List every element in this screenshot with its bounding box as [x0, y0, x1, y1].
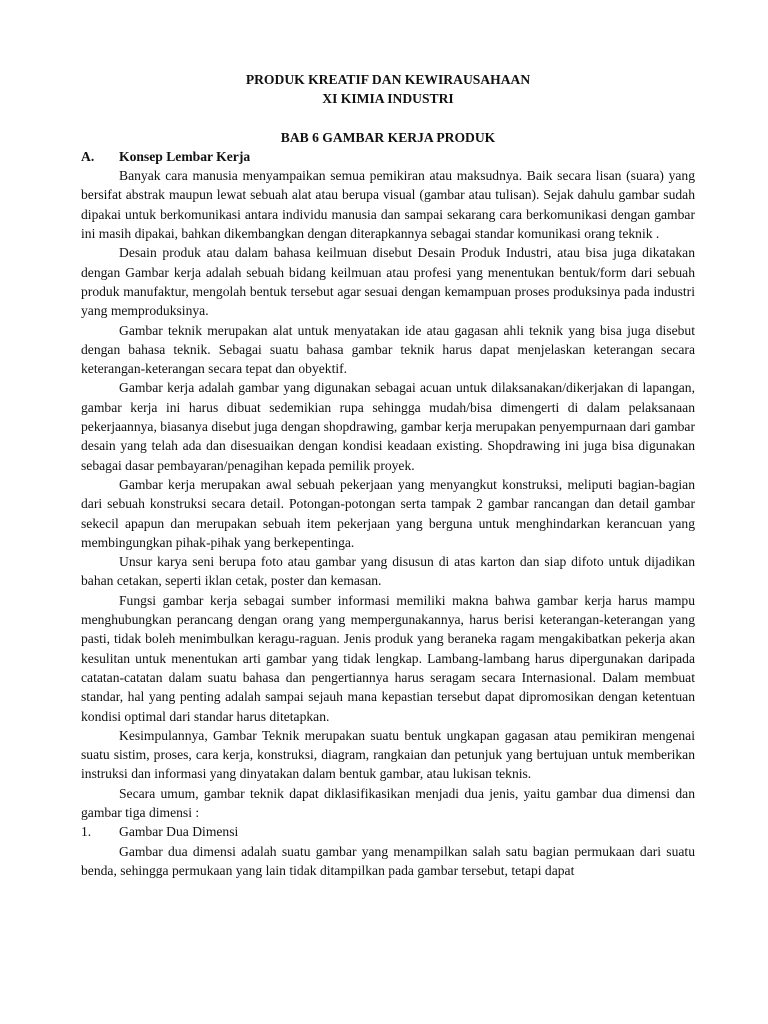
paragraph: Unsur karya seni berupa foto atau gambar yang disusun di atas karton dan siap difoto untuk dijadikan bahan cetakan, seperti iklan cetak, poster dan kemasan.	[81, 554, 695, 589]
subsection-number: 1.	[81, 824, 92, 840]
paragraph: Fungsi gambar kerja sebagai sumber informasi memiliki makna bahwa gambar kerja harus mampu menghubungkan perancang dengan orang yang mempergunakannya, harus berisi keterangan-keterangan yang pasti, tidak boleh menimbulkan keragu-raguan. Jenis produk yang beraneka ragam mengakibatkan pekerja akan kesulitan untuk menentukan arti gambar yang tidak lengkap. Lambang-lambang harus dipergunakan daripada catatan-catatan dalam suatu bahasa dan pengertiannya harus seragam secara Internasional. Dalam membuat standar, hal yang penting adalah sampai sejauh mana kepastian tersebut dapat dipromosikan dengan ketentuan kondisi optimal dari standar harus ditetapkan.	[81, 592, 695, 724]
subsection-title: Gambar Dua Dimensi	[119, 824, 239, 840]
paragraph: Kesimpulannya, Gambar Teknik merupakan suatu bentuk ungkapan gagasan atau pemikiran mengenai suatu sistim, proses, cara kerja, konstruksi, diagram, rangkaian dan petunjuk yang bertujuan untuk memberikan instruksi dan informasi yang dinyatakan dalam bentuk gambar, atau lukisan teknis.	[81, 727, 695, 782]
section-title: Konsep Lembar Kerja	[119, 148, 251, 164]
paragraph: Gambar dua dimensi adalah suatu gambar yang menampilkan salah satu bagian permukaan dari suatu benda, sehingga permukaan yang lain tidak ditampilkan pada gambar tersebut, tetapi dapat	[81, 843, 695, 878]
document-subtitle: XI KIMIA INDUSTRI	[322, 91, 454, 107]
section-number: A.	[81, 148, 95, 164]
paragraph: Gambar kerja merupakan awal sebuah pekerjaan yang menyangkut konstruksi, meliputi bagian-bagian dari sebuah konstruksi secara detail. Potongan-potongan serta tampak 2 gambar rancangan dan detail gambar sekecil apapun dan merupakan sebuah item pekerjaan yang berguna untuk menghindarkan kerancuan yang membingungkan pihak-pihak yang berkepentinga.	[81, 476, 695, 550]
section-heading-a	[81, 147, 695, 166]
document-body	[81, 70, 695, 880]
paragraph: Gambar kerja adalah gambar yang digunakan sebagai acuan untuk dilaksanakan/dikerjakan di lapangan, gambar kerja ini harus dibuat sedemikian rupa sehingga mudah/bisa dimengerti di dalam pelaksanaan pekerjaannya, biasanya disebut juga dengan shopdrawing, gambar kerja merupakan penyempurnaan dari gambar desain yang telah ada dan disesuaikan dengan kondisi keadaan existing. Shopdrawing ini juga bisa digunakan sebagai dasar pembayaran/penagihan kepada pemilik proyek.	[81, 380, 695, 473]
paragraph: Gambar teknik merupakan alat untuk menyatakan ide atau gagasan ahli teknik yang bisa juga disebut dengan bahasa teknik. Sebagai suatu bahasa gambar teknik harus dapat menjelaskan keterangan secara keterangan-keterangan secara tepat dan obyektif.	[81, 322, 695, 377]
chapter-title: BAB 6 GAMBAR KERJA PRODUK	[280, 129, 496, 145]
paragraph: Banyak cara manusia menyampaikan semua pemikiran atau maksudnya. Baik secara lisan (suara) yang bersifat abstrak maupun lewat sebuah alat atau berupa visual (gambar atau tulisan). Sejak dahulu gambar sudah dipakai untuk berkomunikasi antara individu manusia dan sampai sekarang cara berkomunikasi dengan gambar ini masih dipakai, bahkan dikembangkan dengan diterapkannya sebagai standar komunikasi orang teknik .	[81, 168, 695, 242]
document-title: PRODUK KREATIF DAN KEWIRAUSAHAAN	[245, 72, 531, 87]
paragraph: Secara umum, gambar teknik dapat diklasifikasikan menjadi dua jenis, yaitu gambar dua dimensi dan gambar tiga dimensi :	[81, 785, 695, 820]
subsection-heading-1	[81, 822, 695, 841]
paragraph: Desain produk atau dalam bahasa keilmuan disebut Desain Produk Industri, atau bisa juga dikatakan dengan Gambar kerja adalah sebuah bidang keilmuan atau profesi yang menentukan bentuk/form dari sebuah produk manufaktur, mengolah bentuk tersebut agar sesuai dengan kemampuan proses produksinya pada industri yang memproduksinya.	[81, 245, 695, 319]
